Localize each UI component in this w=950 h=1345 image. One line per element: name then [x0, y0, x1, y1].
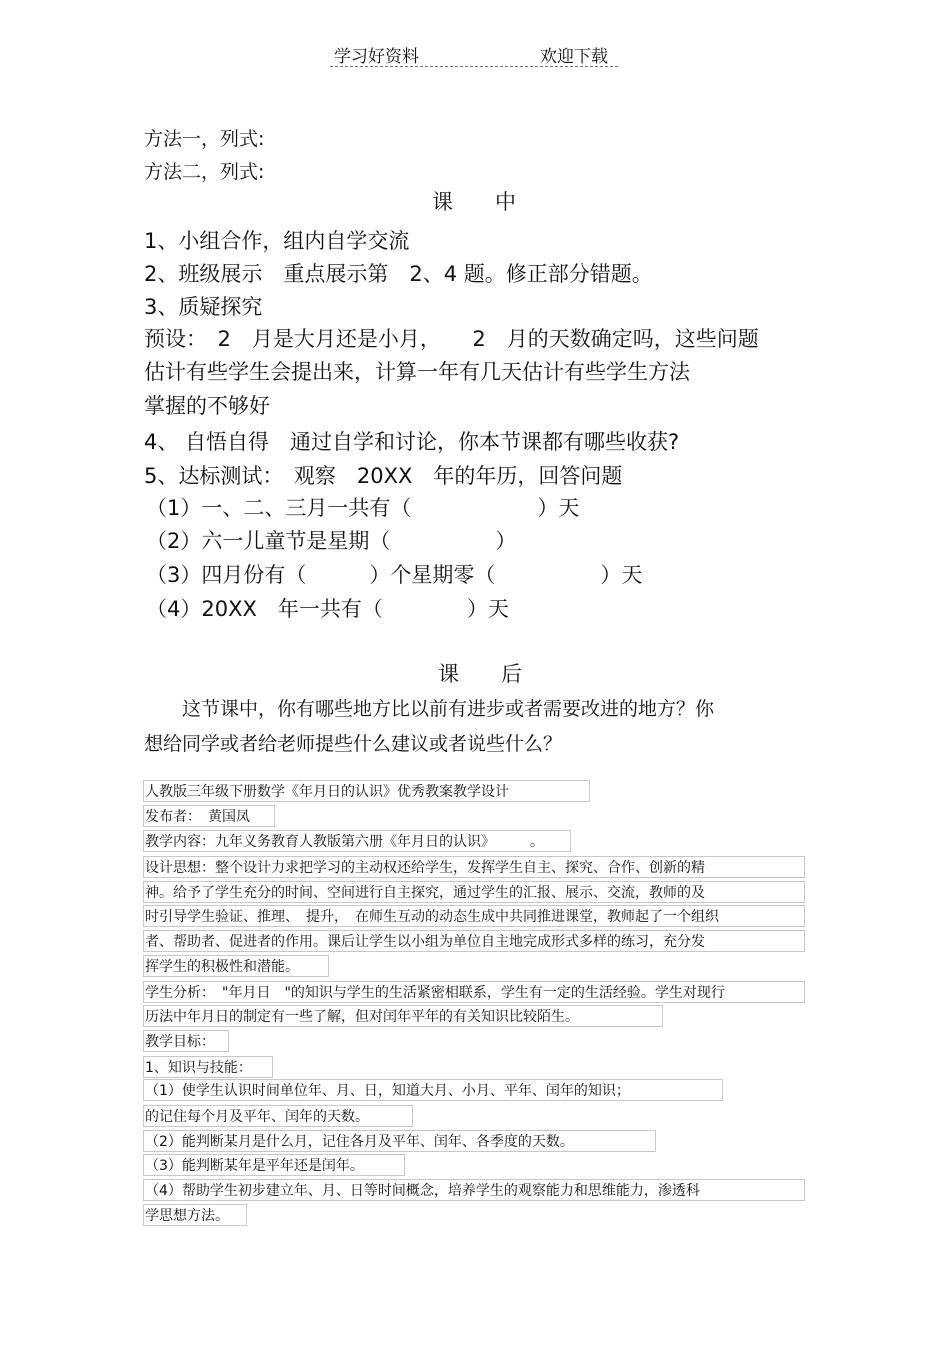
plan-design-line: 神。给予了学生充分的时间、空间进行自主探究，通过学生的汇报、展示、交流，教师的及 [143, 881, 805, 903]
plan-student-analysis: 历法中年月日的制定有一些了解，但对闰年平年的有关知识比较陌生。 [143, 1005, 663, 1027]
plan-content: 教学内容：九年义务教育人教版第六册《年月日的认识》 。 [143, 830, 571, 852]
plan-goal-line: 的记住每个月及平年、闰年的天数。 [143, 1105, 413, 1127]
section-heading-middle: 课 中 [432, 190, 516, 214]
plan-title: 人教版三年级下册数学《年月日的认识》优秀教案教学设计 [143, 780, 590, 802]
plan-publisher: 发布者： 黄国凤 [143, 805, 275, 827]
question-line: （4）20XX 年一共有（ ）天 [146, 597, 509, 621]
method-one: 方法一，列式: [144, 128, 265, 150]
item-line: 估计有些学生会提出来，计算一年有几天估计有些学生方法 [144, 360, 690, 384]
plan-design-line: 者、帮助者、促进者的作用。课后让学生以小组为单位自主地完成形式多样的练习，充分发 [143, 930, 805, 952]
after-paragraph-line: 想给同学或者给老师提些什么建议或者说些什么？ [144, 733, 563, 755]
plan-goals-subheading: 1、知识与技能： [143, 1056, 273, 1078]
page-header [330, 40, 618, 67]
section-heading-after: 课 后 [438, 662, 522, 686]
item-line: 掌握的不够好 [144, 394, 270, 418]
plan-design-line: 时引导学生验证、推理、 提升， 在师生互动的动态生成中共同推进课堂，教师起了一个组织 [143, 905, 805, 927]
plan-goal-line: 学思想方法。 [143, 1204, 247, 1226]
plan-student-analysis: 学生分析： "年月日 "的知识与学生的生活紧密相联系，学生有一定的生活经验。学生对现行 [143, 981, 805, 1003]
plan-design-line: 挥学生的积极性和潜能。 [143, 955, 329, 977]
item-line: 4、 自悟自得 通过自学和讨论，你本节课都有哪些收获? [144, 430, 680, 454]
plan-goal-line: （1）使学生认识时间单位年、月、日，知道大月、小月、平年、闰年的知识； [143, 1079, 723, 1101]
header-left-text: 学习好资料 [334, 47, 419, 67]
question-line: （2）六一儿童节是星期（ ） [146, 529, 517, 553]
item-line: 预设： 2 月是大月还是小月， 2 月的天数确定吗，这些问题 [144, 327, 759, 351]
item-line: 1、小组合作，组内自学交流 [144, 229, 410, 253]
header-right-text: 欢迎下载 [540, 47, 608, 67]
plan-design-line: 设计思想：整个设计力求把学习的主动权还给学生，发挥学生自主、探究、合作、创新的精 [143, 856, 805, 878]
method-two: 方法二，列式: [144, 161, 265, 183]
item-line: 2、班级展示 重点展示第 2、4 题。修正部分错题。 [144, 262, 653, 286]
question-line: （1）一、二、三月一共有（ ）天 [146, 496, 580, 520]
question-line: （3）四月份有（ ）个星期零（ ）天 [146, 563, 643, 587]
plan-goal-line: （4）帮助学生初步建立年、月、日等时间概念，培养学生的观察能力和思维能力，渗透科 [143, 1179, 805, 1201]
plan-goal-line: （2）能判断某月是什么月，记住各月及平年、闰年、各季度的天数。 [143, 1130, 656, 1152]
after-paragraph-line: 这节课中，你有哪些地方比以前有进步或者需要改进的地方？你 [144, 698, 715, 720]
item-line: 3、质疑探究 [144, 295, 263, 319]
plan-goals-heading: 教学目标： [143, 1030, 229, 1052]
item-line: 5、达标测试： 观察 20XX 年的年历，回答问题 [144, 464, 623, 488]
plan-goal-line: （3）能判断某年是平年还是闰年。 [143, 1154, 405, 1176]
